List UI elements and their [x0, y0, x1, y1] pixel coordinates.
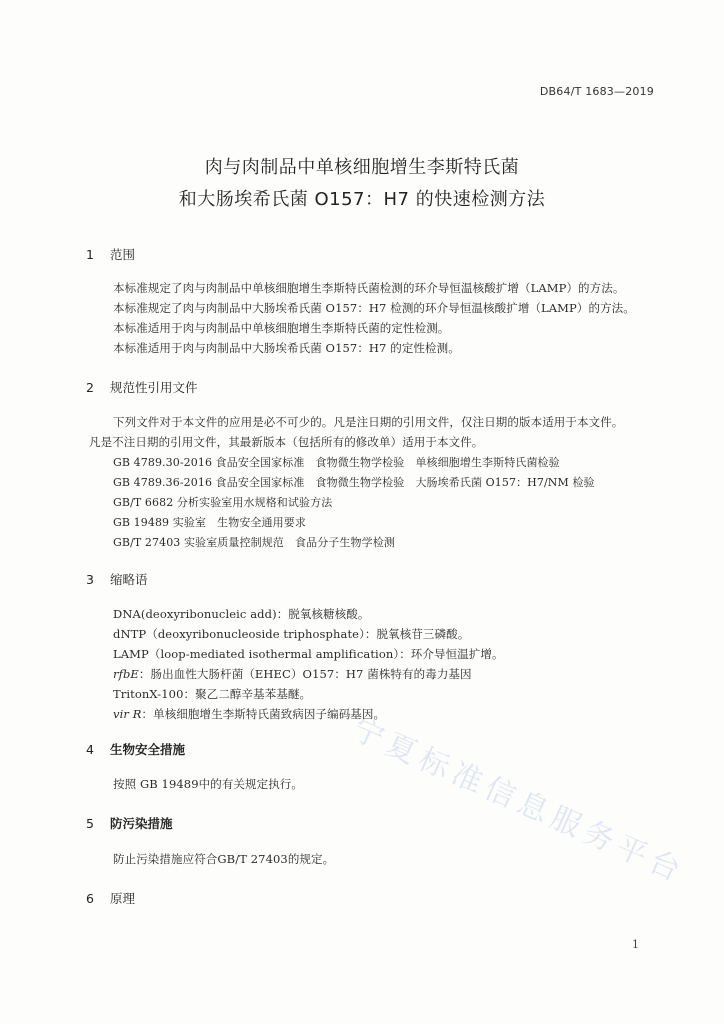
section-heading-biosafety: [86, 740, 185, 758]
reference-item: GB 4789.36-2016 食品安全国家标准 食物微生物学检验 大肠埃希氏菌 O157：H7/NM 检验: [113, 476, 595, 489]
abbreviation-definition: ：脱氧核苷三磷酸。: [364, 627, 470, 641]
scope-line: 本标准适用于肉与肉制品中大肠埃希氏菌 O157：H7 的定性检测。: [113, 341, 460, 355]
section-title: 防污染措施: [109, 816, 173, 831]
abbreviation-term: LAMP（loop-mediated isothermal amplification）: [113, 647, 400, 661]
watermark: 宁夏标准信息服务平台: [347, 712, 691, 891]
abbreviation-term: vir R: [113, 707, 142, 721]
scope-line: 本标准适用于肉与肉制品中单核细胞增生李斯特氏菌的定性检测。: [113, 321, 450, 335]
abbreviation-item: [113, 626, 469, 642]
abbreviation-definition: ：环介导恒温扩增。: [399, 647, 504, 661]
section-heading-scope: [86, 245, 135, 263]
abbreviation-definition: ：聚乙二醇辛基苯基醚。: [183, 687, 312, 701]
abbreviation-item: [113, 706, 385, 722]
biosafety-text: 按照 GB 19489中的有关规定执行。: [113, 777, 304, 791]
standard-code: DB64/T 1683—2019: [539, 85, 654, 98]
abbreviation-term: dNTP（deoxyribonucleoside triphosphate）: [113, 627, 365, 641]
contamination-text: 防止污染措施应符合GB/T 27403的规定。: [113, 852, 335, 866]
section-number: 2: [86, 380, 94, 395]
document-title-line-1: 肉与肉制品中单核细胞增生李斯特氏菌: [204, 157, 520, 178]
abbreviation-definition: ：脱氧核糖核酸。: [276, 607, 370, 621]
section-number: 5: [86, 816, 94, 831]
page-number: 1: [632, 938, 639, 951]
abbreviation-term: TritonX-100: [113, 687, 184, 701]
reference-item: GB 4789.30-2016 食品安全国家标准 食物微生物学检验 单核细胞增生李斯特氏菌检验: [113, 456, 560, 469]
references-intro: 下列文件对于本文件的应用是必不可少的。凡是注日期的引用文件，仅注日期的版本适用于本文件。: [113, 415, 624, 429]
section-title: 规范性引用文件: [109, 380, 198, 395]
abbreviation-item: [113, 666, 472, 682]
section-heading-principle: [86, 889, 135, 907]
section-title: 生物安全措施: [109, 742, 185, 757]
section-number: 3: [86, 572, 94, 587]
section-title: 范围: [109, 247, 135, 262]
section-number: 4: [86, 742, 94, 757]
document-title-line-2: 和大肠埃希氏菌 O157：H7 的快速检测方法: [178, 189, 546, 210]
scope-line: 本标准规定了肉与肉制品中单核细胞增生李斯特氏菌检测的环介导恒温核酸扩增（LAMP）的方法。: [113, 281, 625, 295]
references-intro: 凡是不注日期的引用文件，其最新版本（包括所有的修改单）适用于本文件。: [89, 435, 484, 449]
abbreviation-item: [113, 686, 311, 702]
section-heading-references: [86, 378, 198, 396]
section-number: 6: [86, 891, 94, 906]
reference-item: GB 19489 实验室 生物安全通用要求: [113, 516, 306, 529]
reference-item: GB/T 27403 实验室质量控制规范 食品分子生物学检测: [113, 536, 395, 549]
abbreviation-definition: ：单核细胞增生李斯特氏菌致病因子编码基因。: [141, 707, 386, 721]
section-title: 缩略语: [109, 572, 148, 587]
abbreviation-term: rfbE: [113, 667, 139, 681]
abbreviation-item: [113, 606, 370, 622]
scope-line: 本标准规定了肉与肉制品中大肠埃希氏菌 O157：H7 检测的环介导恒温核酸扩增（LAMP）的方法。: [113, 301, 635, 315]
section-heading-abbreviations: [86, 570, 148, 588]
section-title: 原理: [109, 891, 135, 906]
reference-item: GB/T 6682 分析实验室用水规格和试验方法: [113, 496, 333, 509]
abbreviation-definition: ：肠出血性大肠杆菌（EHEC）O157：H7 菌株特有的毒力基因: [138, 667, 472, 681]
abbreviation-term: DNA(deoxyribonucleic add): [113, 607, 277, 621]
section-heading-contamination: [86, 814, 173, 832]
abbreviation-item: [113, 646, 504, 662]
section-number: 1: [86, 247, 94, 262]
